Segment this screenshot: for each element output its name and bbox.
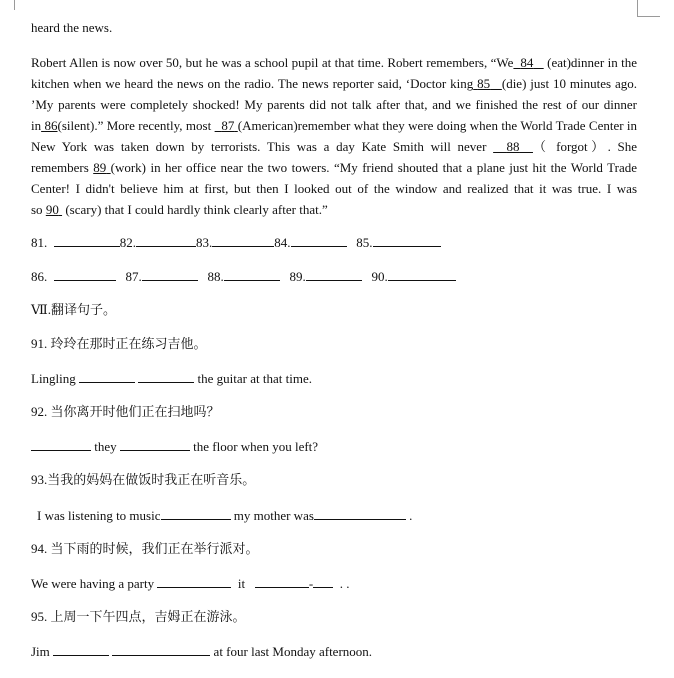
blank-87: 87 bbox=[221, 118, 235, 133]
q94-blank-3[interactable] bbox=[313, 575, 333, 588]
question-92-answer bbox=[31, 438, 318, 455]
passage-text: (work) in her office near the two towers. “My friend shouted that a plane just hit the World Trade Center! I didn't believe him at first, but then I looked out of the window and realized that it was true. I was so bbox=[31, 160, 637, 217]
blank-88: 88 bbox=[506, 139, 520, 154]
question-95-answer bbox=[31, 643, 372, 660]
q93-text: I was listening to music bbox=[37, 508, 161, 523]
q92-text: the floor when you left? bbox=[193, 439, 319, 454]
blank-89: 89 bbox=[93, 160, 107, 175]
q91-blank-2[interactable] bbox=[138, 370, 194, 383]
blank-84: 84 bbox=[520, 55, 534, 70]
answer-blank-88[interactable] bbox=[224, 268, 280, 281]
q93-text: . bbox=[409, 508, 413, 523]
q94-blank-2[interactable] bbox=[255, 575, 309, 588]
question-91-answer bbox=[31, 370, 312, 387]
answer-blank-84[interactable] bbox=[291, 234, 347, 247]
section-title: Ⅶ.翻译句子。 bbox=[31, 302, 117, 317]
intro-tail-text: heard the news. bbox=[31, 20, 113, 35]
answer-blank-90[interactable] bbox=[388, 268, 456, 281]
answer-label-88: 88. bbox=[207, 269, 224, 284]
q94-text: it bbox=[237, 576, 246, 591]
passage-text: Robert Allen is now over 50, but he was a school pupil at that time. Robert remembers, “We bbox=[31, 55, 514, 70]
q93-text: my mother was bbox=[233, 508, 314, 523]
q95-blank-2[interactable] bbox=[112, 643, 210, 656]
blank-86: 86 bbox=[44, 118, 58, 133]
question-95-prompt: 95. 上周一下午四点，吉姆正在游泳。 bbox=[31, 609, 246, 624]
answer-blank-83[interactable] bbox=[212, 234, 274, 247]
answer-label-81: 81. bbox=[31, 235, 48, 250]
question-92-prompt: 92. 当你离开时他们正在扫地吗？ bbox=[31, 404, 220, 419]
q94-blank-1[interactable] bbox=[157, 575, 231, 588]
q95-text: at four last Monday afternoon. bbox=[213, 644, 373, 659]
page-corner-mark-right bbox=[637, 0, 660, 17]
answer-blank-81[interactable] bbox=[54, 234, 120, 247]
passage-text: (die) just 10 minutes ago. ’My parents were completely shocked! My parents did not talk after that, and we finished the rest of our dinner in bbox=[31, 76, 638, 133]
answer-label-85: 85. bbox=[356, 235, 373, 250]
answer-blank-89[interactable] bbox=[306, 268, 362, 281]
q95-text: Jim bbox=[31, 644, 50, 659]
question-93-prompt: 93.当我的妈妈在做饭时我正在听音乐。 bbox=[31, 472, 256, 487]
reading-passage bbox=[31, 52, 637, 220]
question-94-prompt: 94. 当下雨的时候，我们正在举行派对。 bbox=[31, 541, 259, 556]
q95-blank-1[interactable] bbox=[53, 643, 109, 656]
answer-row-81-85 bbox=[31, 234, 441, 251]
q92-text: they bbox=[94, 439, 117, 454]
passage-text: (American)remember what they were doing when the World Trade Center in New York was taken down by terrorists. This was a day Kate Smith will never bbox=[31, 118, 638, 154]
q94-separator: - bbox=[308, 576, 314, 591]
question-91-prompt: 91. 玲玲在那时正在练习吉他。 bbox=[31, 336, 207, 351]
answer-label-87: 87. bbox=[125, 269, 142, 284]
answer-blank-86[interactable] bbox=[54, 268, 116, 281]
q92-blank-2[interactable] bbox=[120, 438, 190, 451]
answer-label-89: 89. bbox=[289, 269, 306, 284]
q94-text: . . bbox=[339, 576, 350, 591]
answer-label-82: 82. bbox=[119, 235, 136, 250]
question-94-answer bbox=[31, 575, 349, 592]
answer-blank-82[interactable] bbox=[136, 234, 196, 247]
answer-label-90: 90. bbox=[371, 269, 388, 284]
passage-text: (silent).” More recently, most bbox=[57, 118, 212, 133]
passage-text: (eat)dinner in the kitchen when we heard the news on the radio. The news reporter said, ‘Doctor king bbox=[31, 55, 638, 91]
q93-blank-2[interactable] bbox=[314, 507, 406, 520]
answer-label-84: 84. bbox=[274, 235, 291, 250]
blank-90: 90 bbox=[45, 202, 59, 217]
blank-85: 85 bbox=[477, 76, 491, 91]
answer-blank-87[interactable] bbox=[142, 268, 198, 281]
page-corner-mark-left bbox=[14, 0, 15, 10]
passage-text: (scary) that I could hardly think clearly after that.” bbox=[65, 202, 328, 217]
q91-text: Lingling bbox=[31, 371, 76, 386]
answer-blank-85[interactable] bbox=[373, 234, 441, 247]
question-93-answer bbox=[37, 507, 412, 524]
passage-text: （ forgot）. She remembers bbox=[31, 139, 638, 175]
answer-label-86: 86. bbox=[31, 269, 48, 284]
answer-row-86-90 bbox=[31, 268, 456, 285]
q94-text: We were having a party bbox=[31, 576, 155, 591]
q91-blank-1[interactable] bbox=[79, 370, 135, 383]
answer-label-83: 83. bbox=[196, 235, 213, 250]
q93-blank-1[interactable] bbox=[161, 507, 231, 520]
q92-blank-1[interactable] bbox=[31, 438, 91, 451]
q91-text: the guitar at that time. bbox=[197, 371, 312, 386]
